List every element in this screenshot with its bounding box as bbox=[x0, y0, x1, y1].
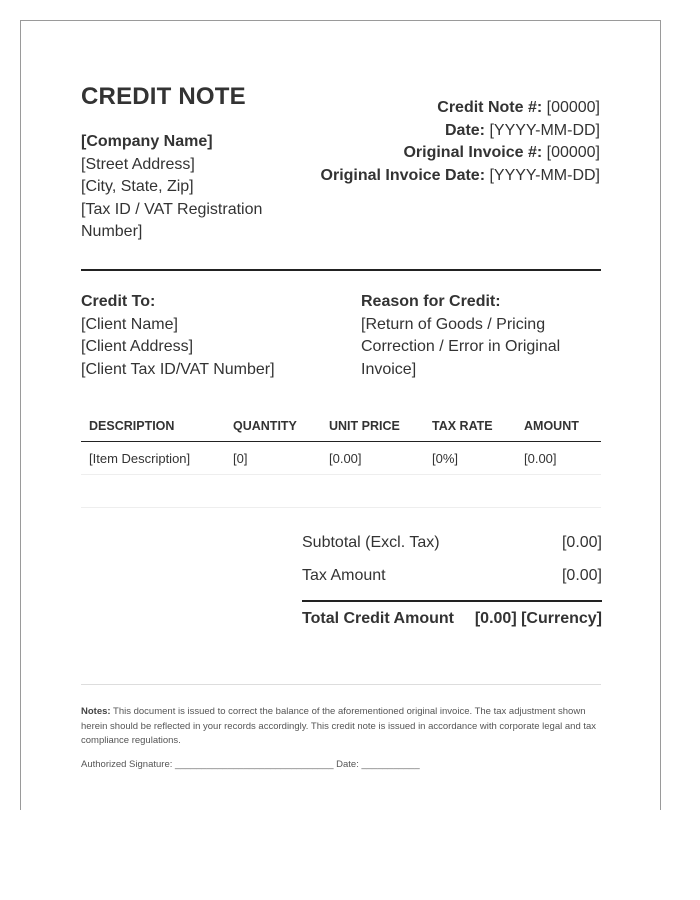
items-table bbox=[81, 411, 601, 508]
cell-amount: [0.00] bbox=[524, 450, 557, 466]
notes-text: This document is issued to correct the balance of the aforementioned original invoice. The tax adjustment shown herein should be reflected in your records accordingly. This credit note is issued in accordance with corporate legal and tax compliance regulations. bbox=[81, 706, 597, 746]
original-invoice-date-value: [YYYY-MM-DD] bbox=[485, 166, 600, 184]
subtotal-label: Subtotal (Excl. Tax) bbox=[302, 533, 440, 551]
company-city: [City, State, Zip] bbox=[81, 178, 194, 195]
original-invoice-number-label: Original Invoice #: bbox=[403, 144, 543, 161]
company-street: [Street Address] bbox=[81, 155, 195, 173]
client-name: [Client Name] bbox=[81, 315, 178, 333]
credit-note-meta bbox=[320, 97, 600, 187]
totals-block bbox=[302, 526, 602, 630]
notes-divider bbox=[81, 684, 601, 685]
cell-description: [Item Description] bbox=[89, 450, 191, 466]
tax-value: [0.00] bbox=[561, 566, 602, 584]
original-invoice-date-label: Original Invoice Date: bbox=[320, 166, 486, 184]
cell-tax-rate: [0%] bbox=[432, 450, 459, 466]
reason-text: [Return of Goods / Pricing Correction / Error in Original Invoice] bbox=[361, 315, 561, 378]
cell-unit-price: [0.00] bbox=[329, 450, 362, 466]
original-invoice-number bbox=[320, 142, 600, 165]
original-invoice-date bbox=[320, 165, 600, 188]
document-page bbox=[20, 20, 661, 810]
credit-note-date bbox=[320, 120, 600, 143]
items-table-header bbox=[81, 411, 601, 442]
reason-block bbox=[361, 291, 591, 381]
tax-line bbox=[302, 559, 602, 592]
table-row bbox=[81, 442, 601, 475]
cell-quantity: [0] bbox=[233, 450, 248, 466]
original-invoice-number-value: [00000] bbox=[542, 144, 600, 161]
header-tax-rate: TAX RATE bbox=[432, 419, 493, 433]
header-divider bbox=[81, 269, 601, 271]
header-quantity: QUANTITY bbox=[233, 419, 297, 433]
credit-note-date-label: Date: bbox=[445, 121, 486, 139]
header-amount: AMOUNT bbox=[524, 419, 579, 433]
credit-to-heading: Credit To: bbox=[81, 293, 156, 310]
signature-line: Authorized Signature: ______________________________ Date: ___________ bbox=[81, 759, 420, 770]
credit-note-number bbox=[320, 97, 600, 120]
notes-label: Notes: bbox=[81, 706, 111, 717]
client-address: [Client Address] bbox=[81, 338, 194, 355]
client-tax-id: [Client Tax ID/VAT Number] bbox=[81, 360, 275, 378]
empty-table-row bbox=[81, 475, 601, 508]
total-value: [0.00] [Currency] bbox=[474, 610, 602, 627]
subtotal-line bbox=[302, 526, 602, 559]
company-info bbox=[81, 131, 311, 244]
total-line bbox=[302, 600, 602, 630]
credit-note-number-label: Credit Note #: bbox=[437, 99, 543, 116]
credit-to-block bbox=[81, 291, 321, 381]
credit-note-number-value: [00000] bbox=[542, 99, 600, 116]
header-unit-price: UNIT PRICE bbox=[329, 419, 400, 433]
company-name: [Company Name] bbox=[81, 133, 213, 150]
company-tax-id: [Tax ID / VAT Registration Number] bbox=[81, 200, 263, 240]
subtotal-value: [0.00] bbox=[561, 533, 602, 551]
header-description: DESCRIPTION bbox=[89, 419, 175, 433]
reason-heading: Reason for Credit: bbox=[361, 293, 501, 310]
document-title: CREDIT NOTE bbox=[81, 83, 246, 110]
tax-label: Tax Amount bbox=[302, 566, 386, 584]
credit-note-date-value: [YYYY-MM-DD] bbox=[485, 121, 600, 139]
total-label: Total Credit Amount bbox=[302, 610, 454, 627]
notes-section bbox=[81, 705, 601, 749]
